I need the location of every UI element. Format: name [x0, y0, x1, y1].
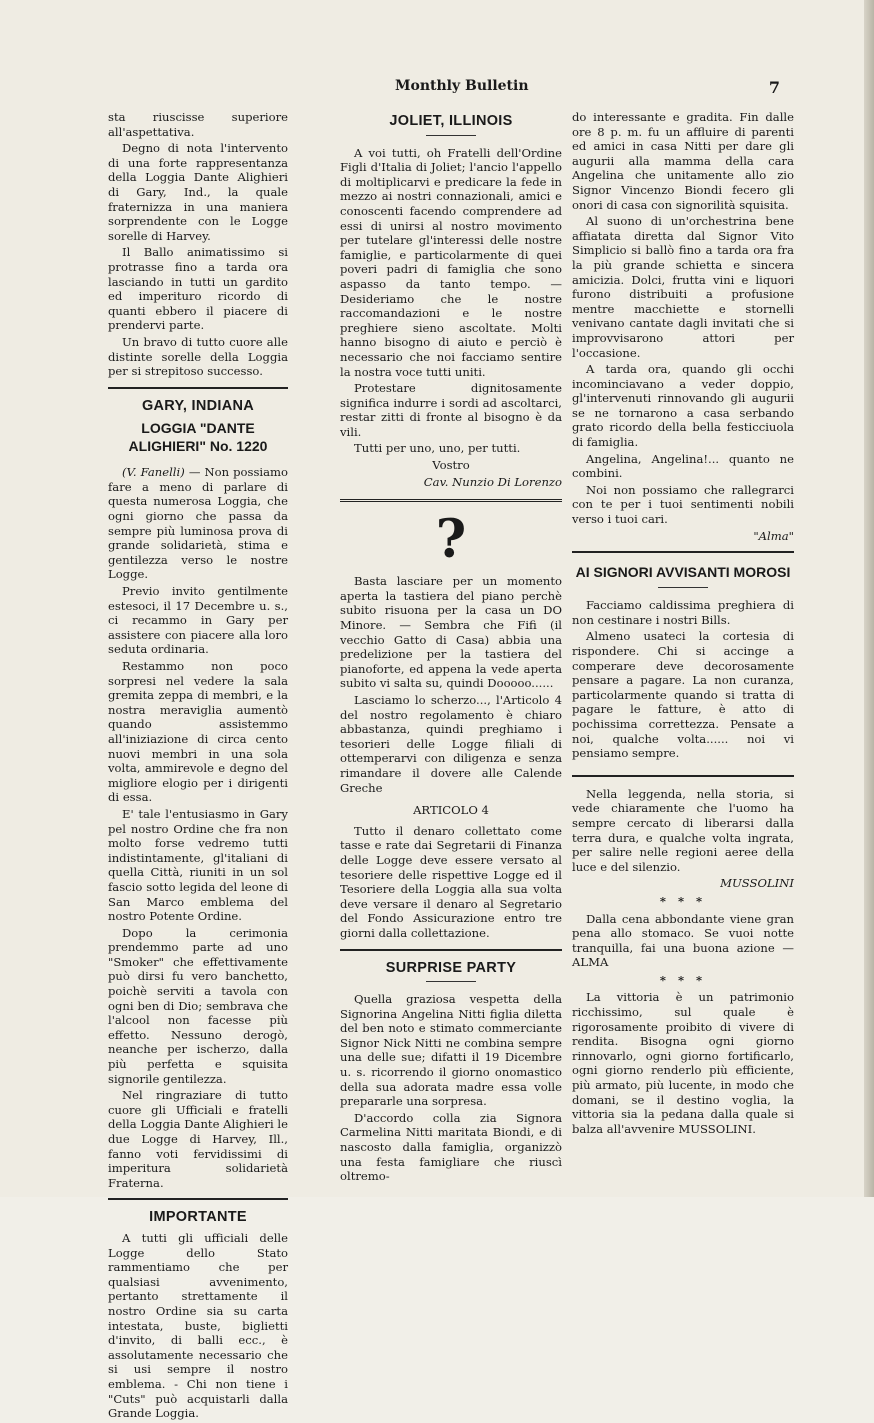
paragraph: Quella graziosa vespetta della Signorina Angelina Nitti figlia diletta del ben noto e stimato commerciante Signor Nick Nitti ne combina sempre una delle sue; difatti il 19 Dicembre u. s. ricorrendo il giorno onomastico della sua adorata madre essa volle prepararle una sorpresa. — [340, 992, 562, 1109]
section-divider — [108, 387, 288, 389]
paragraph: (V. Fanelli) — Non possiamo fare a meno di parlare di questa numerosa Loggia, che ogni giorno che passa da sempre più luminosa prova di grande solidarietà, stima e gentilezza verso le nostre Logge. — [108, 465, 289, 582]
paragraph: D'accordo colla zia Signora Carmelina Nitti maritata Biondi, e di nascosto dalla famiglia, organizzò una festa famigliare che riuscì oltremo- — [340, 1110, 562, 1184]
page-header — [395, 78, 790, 102]
paragraph: Basta lasciare per un momento aperta la tastiera del piano perchè subito risuona per la casa un DO Minore. — Sembra che Fifi (il vecchio Gatto di Casa) abbia una predelizione per la tastiera del pianoforte, ed appena la vede aperta subito vi salta su, quindi Dooooo...... — [340, 574, 562, 691]
short-divider — [426, 135, 476, 136]
closing: Vostro — [432, 458, 470, 473]
separator-stars: * * * — [659, 893, 707, 908]
section-divider — [572, 551, 794, 553]
paragraph: Previo invito gentilmente estesoci, il 17 Decembre u. s., ci recammo in Gary per assistere con piacere alla loro seduta ordinaria. — [108, 584, 288, 657]
section-divider — [340, 949, 562, 951]
paragraph: Tutti per uno, uno, per tutti. — [354, 441, 521, 456]
paragraph: Un bravo di tutto cuore alle distinte sorelle della Loggia per si strepitoso successo. — [108, 334, 288, 379]
paragraph: Nel ringraziare di tutto cuore gli Ufficiali e fratelli della Loggia Dante Alighieri le due Logge di Harvey, Ill., fanno voti fervidissimi di imperitura solidarietà Fraterna. — [108, 1088, 288, 1190]
section-subtitle-loggia: LOGGIA "DANTE ALIGHIERI" No. 1220 — [128, 420, 268, 455]
paragraph: Facciamo caldissima preghiera di non cestinare i nostri Bills. — [572, 598, 794, 627]
publication-title: Monthly Bulletin — [395, 78, 529, 94]
paragraph: do interessante e gradita. Fin dalle ore 8 p. m. fu un affluire di parenti ed amici in casa Nitti per dare gli augurii alla mamma della cara Angelina che unitamente allo zio Signor Vincenzo Biondi fecero gli onori di casa con signorilità squisita. — [572, 110, 794, 212]
paragraph: Almeno usateci la cortesia di rispondere. Chi si accinge a comperare deve decorosamente pensare a pagare. La non curanza, particolarmente quando si tratta di pagare le fatture, è atto di pochissima correttezza. Pensate a noi, qualche volta...... noi vi pensiamo sempre. — [572, 629, 794, 761]
author: (V. Fanelli) — [122, 465, 185, 480]
column-left — [108, 110, 288, 1423]
section-title-importante: IMPORTANTE — [149, 1209, 247, 1226]
section-title-gary: GARY, INDIANA — [141, 397, 255, 414]
paragraph: Degno di nota l'intervento di una forte rappresentanza della Loggia Dante Alighieri di Gary, Ind., la quale fraternizza in una maniera sorprendente con le Logge sorelle di Harvey. — [108, 141, 288, 243]
paragraph: Il Ballo animatissimo si protrasse fino a tarda ora lasciando in tutti un gardito ed imperituro ricordo di quanti ebbero il piacere di prendervi parte. — [108, 245, 288, 333]
article-title: ARTICOLO 4 — [413, 803, 489, 818]
paragraph: Angelina, Angelina!... quanto ne combini. — [572, 451, 794, 481]
quote: Nella leggenda, nella storia, si vede chiaramente che l'uomo ha sempre cercato di liberarsi dalla terra dura, e qualche volta ingrata, per salire nelle regioni aeree della luce e del silenzio. — [572, 786, 794, 874]
paragraph: Al suono di un'orchestrina bene affiatata diretta dal Signor Vito Simplicio si ballò fino a tarda ora fra la più grande schietta e sincera amicizia. Dolci, frutta vini e liquori furono distribuiti a profusione mentre macchiette e stornelli venivano cantate dagli invitati che si improvvisarono attori per l'occasione. — [572, 214, 794, 360]
paragraph: Lasciamo lo scherzo..., l'Articolo 4 del nostro regolamento è chiaro abbastanza, quindi preghiamo i tesorieri delle Logge filiali di ottemperarvi con diligenza e senza rimandare il dovere alle Calende Greche — [340, 693, 562, 795]
paragraph: A tarda ora, quando gli occhi incominciavano a veder doppio, gl'intervenuti rinnovando gli augurii se ne tornarono a casa serbando grato ricordo della bella festicciuola di famiglia. — [572, 362, 794, 450]
section-divider — [572, 775, 794, 777]
page-number: 7 — [768, 78, 780, 97]
column-right — [572, 110, 794, 1138]
quote-signer: MUSSOLINI — [720, 876, 794, 891]
section-title-surprise: SURPRISE PARTY — [385, 959, 517, 976]
paragraph: Dopo la cerimonia prendemmo parte ad uno "Smoker" che effettivamente può dirsi fu vero banchetto, poichè serviti a tavola con ogni ben di Dio; sembrava che l'alcool non facesse più effetto. Nessuno derogò, neanche per ischerzo, dalla più perfetta e squisita signorile gentilezza. — [108, 925, 288, 1086]
paragraph: Noi non possiamo che rallegrarci con te per i tuoi sentimenti nobili verso i tuoi cari. — [572, 482, 794, 527]
paragraph: Tutto il denaro collettato come tasse e rate dai Segretarii di Finanza delle Logge deve essere versato al tesoriere delle rispettive Logge ed il Tesoriere della Loggia alla sua volta deve versare il denaro al Segretario del Fondo Assicurazione entro tre giorni dalla collettazione. — [340, 823, 562, 940]
page-edge — [864, 0, 874, 1197]
section-divider — [108, 1198, 288, 1200]
paragraph: sta riuscisse superiore all'aspettativa. — [108, 110, 288, 139]
section-title-joliet: JOLIET, ILLINOIS — [389, 113, 513, 129]
short-divider — [426, 981, 476, 982]
quote: Dalla cena abbondante viene gran pena allo stomaco. Se vuoi notte tranquilla, fai una buona azione —ALMA — [572, 911, 794, 970]
signer: "Alma" — [753, 528, 794, 543]
column-middle — [340, 110, 562, 1186]
short-divider — [658, 587, 708, 588]
paragraph: E' tale l'entusiasmo in Gary pel nostro Ordine che fra non molto forse vedremo tutti indistintamente, gl'italiani di quella Città, riuniti in un sol fascio sotto legida del leone di San Marco emblema del nostro Potente Ordine. — [108, 806, 288, 924]
signer: Cav. Nunzio Di Lorenzo — [423, 474, 562, 489]
separator-stars: * * * — [659, 972, 707, 987]
section-divider — [340, 499, 562, 502]
paragraph: A voi tutti, oh Fratelli dell'Ordine Figli d'Italia di Joliet; l'ancio l'appello di moltiplicarvi e predicare la fede in mezzo ai nostri connazionali, amici e conoscenti facendo comprendere ad essi di unirsi al nostro movimento per tutelare gl'interessi delle nostre famiglie, e particolarmente di quei poveri padri di famiglia che sono aspasso da tanto tempo. — Desideriamo che le nostre raccomandazioni e le nostre preghiere sieno ascoltate. Molti hanno bisogno di aiuto e perciò è necessario che noi facciamo sentire la nostra voce tutti uniti. — [340, 145, 562, 379]
paragraph: A tutti gli ufficiali delle Logge dello Stato rammentiamo che per qualsiasi avvenimento, pertanto strettamente il nostro Ordine sia su carta intestata, buste, biglietti d'invito, di balli ecc., è assolutamente necessario che si usi sempre il nostro emblema. - Chi non tiene i "Cuts" può acquistarli dalla Grande Loggia. — [108, 1230, 288, 1421]
section-title-avvisanti: AI SIGNORI AVVISANTI MOROSI — [575, 564, 791, 581]
question-mark-heading: ? — [435, 509, 467, 571]
quote: La vittoria è un patrimonio ricchissimo, sul quale è rigorosamente proibito di vivere di rendita. Bisogna ogni giorno rinnovarlo, ogni giorno fortificarlo, ogni giorno renderlo più efficiente, più armato, più lucente, in modo che domani, se il destino voglia, la vittoria sia la pedana dalla quale si balza all'avvenire MUSSOLINI. — [572, 990, 794, 1136]
paragraph: Restammo non poco sorpresi nel vedere la sala gremita zeppa di membri, e la nostra meraviglia aumentò quando assistemmo all'iniziazione di circa cento nuovi membri in una sola volta, ammirevole e degno del migliore elogio per i dirigenti di essa. — [108, 659, 288, 805]
paragraph: Protestare dignitosamente significa indurre i sordi ad ascoltarci, restar zitti di fronte al bisogno è da vili. — [340, 381, 562, 439]
